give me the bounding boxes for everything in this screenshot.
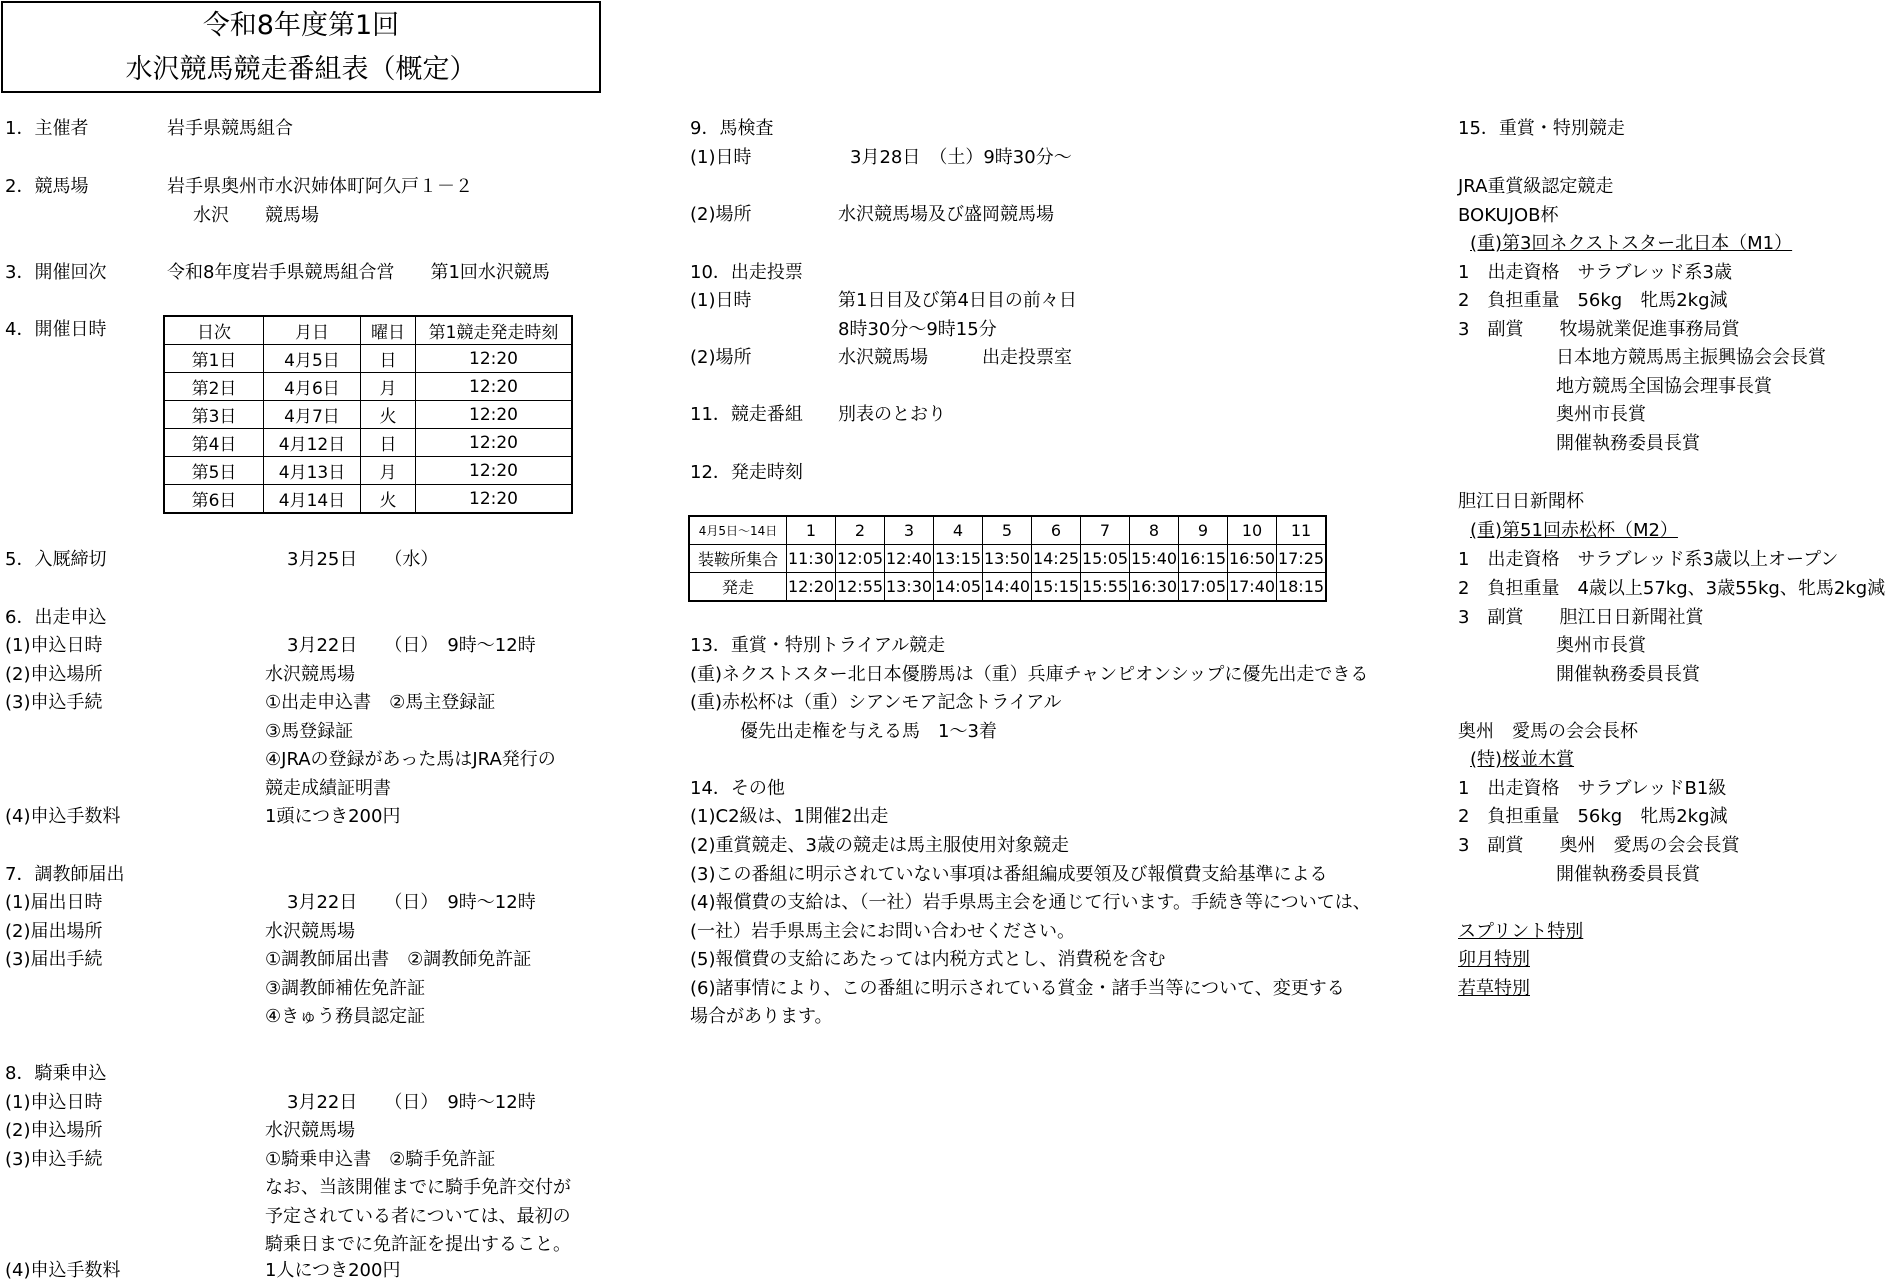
organizer-label: 1．主催者 [5,118,89,139]
entry-item-label: (2)申込場所 [5,664,103,685]
table-header: 月日 [264,316,361,345]
table-row [164,345,572,373]
meeting-schedule-table [163,315,573,514]
table-cell: 16:30 [1130,573,1179,602]
jockey-item-value: 予定されている者については、最初の [265,1206,571,1227]
table-cell: 12:55 [836,573,885,602]
inspection-item-value: 水沢競馬場及び盛岡競馬場 [838,204,1054,225]
table-row [164,429,572,457]
prize-item: 地方競馬全国協会理事長賞 [1556,376,1772,397]
racecourse-label: 2．競馬場 [5,176,89,197]
race-number: 5 [983,516,1032,545]
other-label: 14．その他 [690,778,785,799]
table-cell: 4月5日 [264,345,361,373]
prize-item: 奥州市長賞 [1556,635,1646,656]
table-cell: 12:20 [416,345,573,373]
table-cell: 12:40 [885,545,934,573]
table-cell: 15:40 [1130,545,1179,573]
trial-line: (重)ネクストスター北日本優勝馬は（重）兵庫チャンピオンシップに優先出走できる [690,664,1369,685]
table-cell: 日 [361,429,416,457]
race-condition: 1 出走資格 サラブレッド系3歳以上オープン [1458,549,1839,570]
race-number: 11 [1277,516,1327,545]
table-cell: 第2日 [164,373,264,401]
entry-item-label: (3)申込手続 [5,692,103,713]
voting-item-value: 水沢競馬場 出走投票室 [838,347,1072,368]
jra-certified-label: JRA重賞級認定競走 [1458,176,1614,197]
table-cell: 11:30 [787,545,836,573]
race-number: 8 [1130,516,1179,545]
stabling-deadline-value: 3月25日 （水） [287,549,439,570]
jockey-item-label: (3)申込手続 [5,1149,103,1170]
entry-item-value: 1頭につき200円 [265,806,401,827]
entry-item-value: ①出走申込書 ②馬主登録証 [265,692,496,713]
table-row [164,373,572,401]
entry-item-value: ④JRAの登録があった馬はJRA発行の [265,749,556,770]
table-header-row [164,316,572,345]
trainer-item-label: (2)届出場所 [5,921,103,942]
entry-item-value: ③馬登録証 [265,721,354,742]
table-cell: 火 [361,485,416,514]
jockey-item-label: (2)申込場所 [5,1120,103,1141]
table-cell: 18:15 [1277,573,1327,602]
row-label: 装鞍所集合 [689,545,787,573]
trainer-item-value: ①調教師届出書 ②調教師免許証 [265,949,532,970]
race-condition: 2 負担重量 56kg 牝馬2kg減 [1458,806,1728,827]
table-header: 4月5日～14日 [689,516,787,545]
title-line-1: 令和8年度第1回 [202,10,400,41]
trainer-label: 7．調教師届出 [5,864,125,885]
title-box [1,1,601,93]
table-cell: 13:50 [983,545,1032,573]
table-cell: 14:25 [1032,545,1081,573]
race-number: 4 [934,516,983,545]
table-row [164,485,572,514]
voting-item-label: (1)日時 [690,290,752,311]
race-title: (重)第51回赤松杯（M2） [1470,520,1678,541]
jockey-item-value: 1人につき200円 [265,1260,401,1281]
jockey-item-value: ①騎乗申込書 ②騎手免許証 [265,1149,496,1170]
other-line: (一社）岩手県馬主会にお問い合わせください。 [690,921,1076,942]
race-condition: 3 副賞 胆江日日新聞社賞 [1458,607,1704,628]
table-row [689,545,1326,573]
table-header-row [689,516,1326,545]
table-cell: 17:40 [1228,573,1277,602]
prize-item: 開催執務委員長賞 [1556,433,1700,454]
voting-item-value: 8時30分～9時15分 [838,319,997,340]
voting-label: 10．出走投票 [690,262,803,283]
cup-name: BOKUJOB杯 [1458,205,1559,226]
race-number: 9 [1179,516,1228,545]
prize-item: 日本地方競馬馬主振興協会会長賞 [1556,347,1826,368]
inspection-item-value: 3月28日 （土）9時30分～ [850,147,1072,168]
race-number: 6 [1032,516,1081,545]
table-cell: 12:20 [416,401,573,429]
jockey-item-value: 騎乗日までに免許証を提出すること。 [265,1234,571,1255]
table-cell: 13:30 [885,573,934,602]
table-cell: 4月13日 [264,457,361,485]
table-cell: 12:20 [416,485,573,514]
table-cell: 月 [361,457,416,485]
table-cell: 16:15 [1179,545,1228,573]
entry-item-value: 競走成績証明書 [265,778,391,799]
entry-item-label: (1)申込日時 [5,635,103,656]
race-number: 3 [885,516,934,545]
table-cell: 15:15 [1032,573,1081,602]
table-cell: 火 [361,401,416,429]
table-cell: 15:05 [1081,545,1130,573]
table-row [164,457,572,485]
cup-name: 胆江日日新聞杯 [1458,491,1584,512]
table-cell: 17:25 [1277,545,1327,573]
cup-name: 奥州 愛馬の会会長杯 [1458,721,1638,742]
table-cell: 14:40 [983,573,1032,602]
race-program-label: 11．競走番組 [690,404,803,425]
meeting-value: 令和8年度岩手県競馬組合営 第1回水沢競馬 [167,262,550,283]
table-cell: 12:20 [416,429,573,457]
other-line: (3)この番組に明示されていない事項は番組編成要領及び報償費支給基準による [690,864,1328,885]
race-condition: 2 負担重量 4歳以上57kg、3歳55kg、牝馬2kg減 [1458,578,1886,599]
race-condition: 1 出走資格 サラブレッドB1級 [1458,778,1727,799]
table-cell: 13:15 [934,545,983,573]
race-condition: 2 負担重量 56kg 牝馬2kg減 [1458,290,1728,311]
prize-item: 開催執務委員長賞 [1556,864,1700,885]
table-cell: 月 [361,373,416,401]
trainer-item-value: ③調教師補佐免許証 [265,978,426,999]
table-cell: 12:20 [416,373,573,401]
entry-label: 6．出走申込 [5,607,107,628]
meeting-label: 3．開催回次 [5,262,107,283]
trainer-item-label: (1)届出日時 [5,892,103,913]
other-line: 場合があります。 [690,1006,833,1027]
other-line: (4)報償費の支給は、（一社）岩手県馬主会を通じて行います。手続き等については、 [690,892,1371,913]
race-program-value: 別表のとおり [838,404,946,425]
table-cell: 第3日 [164,401,264,429]
race-condition: 1 出走資格 サラブレッド系3歳 [1458,262,1733,283]
jockey-label: 8．騎乗申込 [5,1063,107,1084]
title-line-2: 水沢競馬競走番組表（概定） [125,54,477,85]
special-race-link[interactable]: 若草特別 [1458,978,1530,999]
trainer-item-value: 3月22日 （日） 9時～12時 [287,892,536,913]
table-row [164,401,572,429]
table-cell: 12:20 [416,457,573,485]
jockey-item-value: 3月22日 （日） 9時～12時 [287,1092,536,1113]
table-cell: 第4日 [164,429,264,457]
dates-label: 4．開催日時 [5,319,107,340]
table-header: 日次 [164,316,264,345]
entry-item-value: 水沢競馬場 [265,664,355,685]
table-cell: 17:05 [1179,573,1228,602]
jockey-item-value: なお、当該開催までに騎手免許交付が [265,1177,571,1198]
start-time-table [688,515,1327,602]
table-header: 第1競走発走時刻 [416,316,573,345]
other-line: (5)報償費の支給にあたっては内税方式とし、消費税を含む [690,949,1166,970]
row-label: 発走 [689,573,787,602]
trial-line: 優先出走権を与える馬 1～3着 [740,721,997,742]
table-cell: 4月7日 [264,401,361,429]
prize-item: 開催執務委員長賞 [1556,664,1700,685]
race-number: 7 [1081,516,1130,545]
racecourse-name: 水沢 競馬場 [193,205,319,226]
jockey-item-label: (4)申込手数料 [5,1260,121,1281]
jockey-item-label: (1)申込日時 [5,1092,103,1113]
table-cell: 第5日 [164,457,264,485]
organizer-value: 岩手県競馬組合 [167,118,293,139]
special-races-label: 15．重賞・特別競走 [1458,118,1625,139]
special-race-link[interactable]: 卯月特別 [1458,949,1530,970]
table-cell: 15:55 [1081,573,1130,602]
stabling-deadline-label: 5．入厩締切 [5,549,107,570]
table-cell: 日 [361,345,416,373]
race-title: (特)桜並木賞 [1470,749,1575,770]
trainer-item-value: 水沢競馬場 [265,921,355,942]
table-header: 曜日 [361,316,416,345]
inspection-item-label: (2)場所 [690,204,752,225]
voting-item-label: (2)場所 [690,347,752,368]
prize-item: 奥州市長賞 [1556,404,1646,425]
voting-item-value: 第1日目及び第4日目の前々日 [838,290,1077,311]
race-number: 2 [836,516,885,545]
racecourse-address: 岩手県奥州市水沢姉体町阿久戸１－２ [167,176,473,197]
entry-item-value: 3月22日 （日） 9時～12時 [287,635,536,656]
special-race-link[interactable]: スプリント特別 [1458,921,1584,942]
race-condition: 3 副賞 奥州 愛馬の会会長賞 [1458,835,1740,856]
race-number: 10 [1228,516,1277,545]
table-cell: 第6日 [164,485,264,514]
table-cell: 4月14日 [264,485,361,514]
trial-label: 13．重賞・特別トライアル競走 [690,635,946,656]
entry-item-label: (4)申込手数料 [5,806,121,827]
inspection-label: 9．馬検査 [690,118,774,139]
start-time-label: 12．発走時刻 [690,462,803,483]
table-row [689,573,1326,602]
table-cell: 第1日 [164,345,264,373]
table-cell: 12:20 [787,573,836,602]
other-line: (2)重賞競走、3歳の競走は馬主服使用対象競走 [690,835,1069,856]
trial-line: (重)赤松杯は（重）シアンモア記念トライアル [690,692,1062,713]
other-line: (1)C2級は、1開催2出走 [690,806,889,827]
table-cell: 4月6日 [264,373,361,401]
race-number: 1 [787,516,836,545]
race-title: (重)第3回ネクストスター北日本（M1） [1470,233,1793,254]
jockey-item-value: 水沢競馬場 [265,1120,355,1141]
other-line: (6)諸事情により、この番組に明示されている賞金・諸手当等について、変更する [690,978,1345,999]
trainer-item-value: ④きゅう務員認定証 [265,1006,426,1027]
race-condition: 3 副賞 牧場就業促進事務局賞 [1458,319,1740,340]
trainer-item-label: (3)届出手続 [5,949,103,970]
table-cell: 4月12日 [264,429,361,457]
table-cell: 16:50 [1228,545,1277,573]
inspection-item-label: (1)日時 [690,147,752,168]
table-cell: 12:05 [836,545,885,573]
table-cell: 14:05 [934,573,983,602]
